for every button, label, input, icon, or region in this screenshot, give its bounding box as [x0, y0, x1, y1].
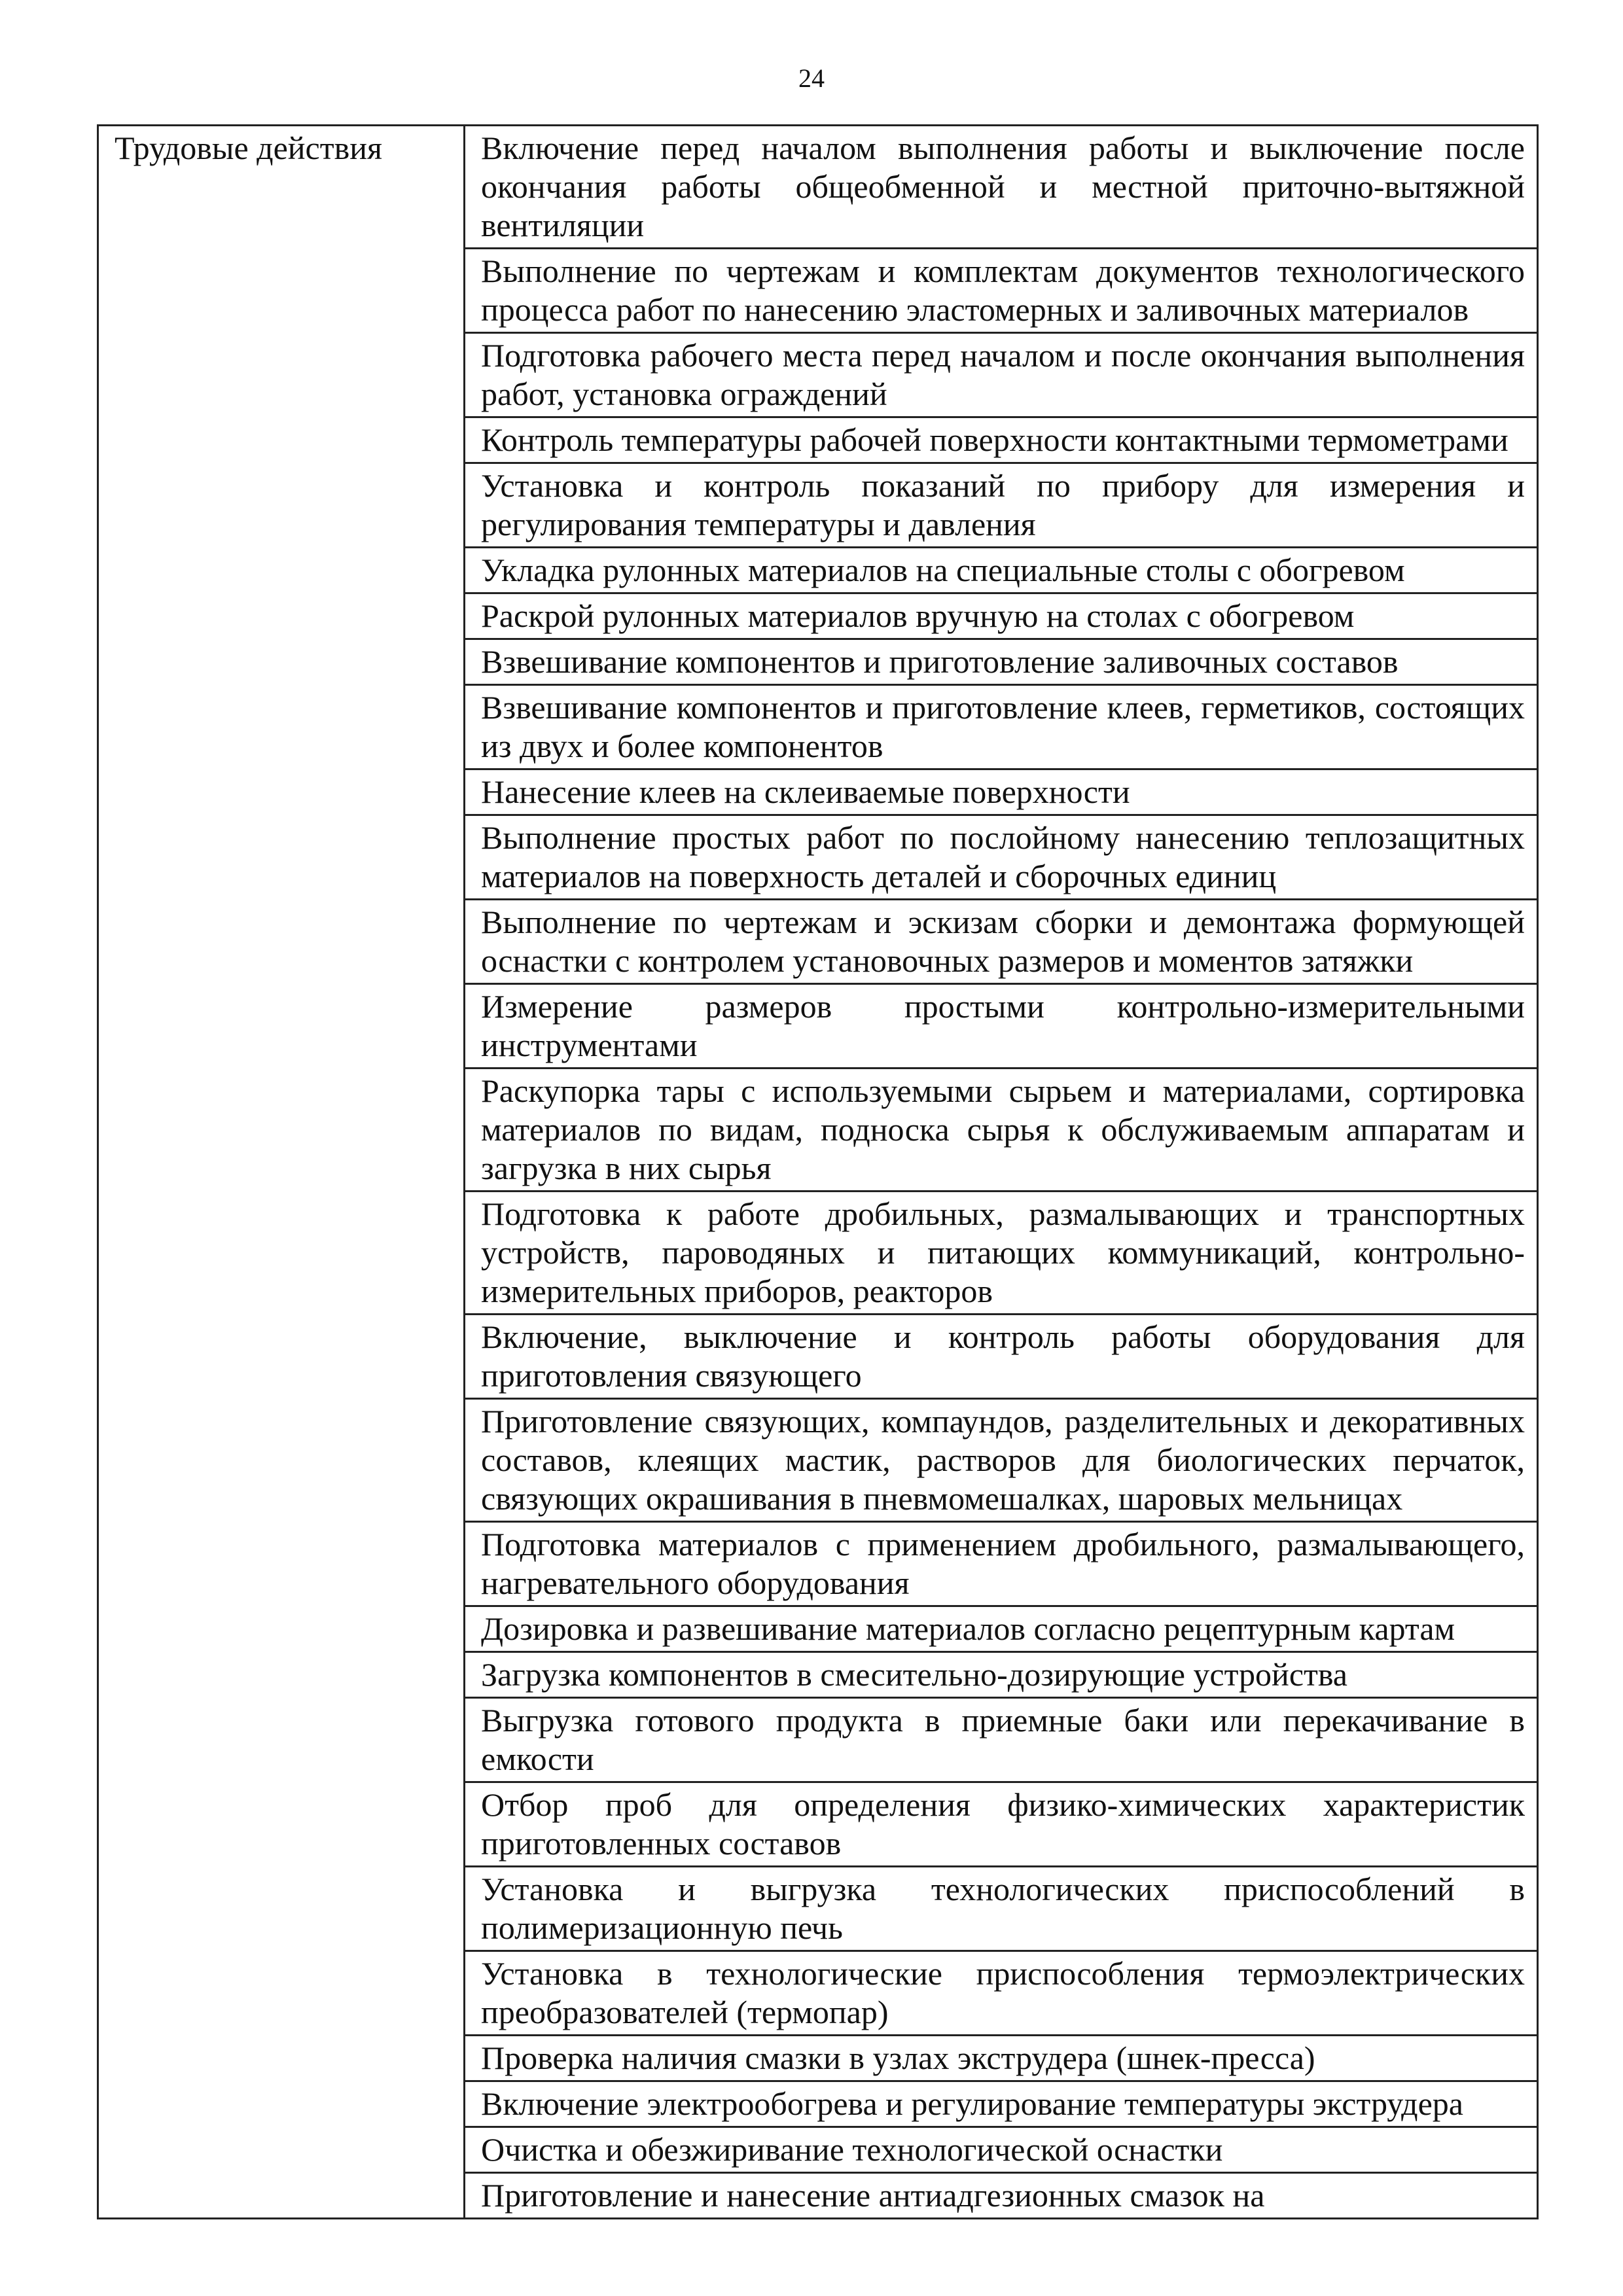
labor-action-cell: Подготовка материалов с применением дробильного, размалывающего, нагревательного оборудования	[465, 1522, 1538, 1606]
table-row	[98, 126, 1538, 249]
labor-action-cell: Раскрой рулонных материалов вручную на столах с обогревом	[465, 593, 1538, 639]
labor-action-cell: Проверка наличия смазки в узлах экструдера (шнек-пресса)	[465, 2036, 1538, 2081]
labor-action-cell: Приготовление связующих, компаундов, разделительных и декоративных составов, клеящих мастик, растворов для биологических перчаток, связующих окрашивания в пневмомешалках, шаровых мельницах	[465, 1399, 1538, 1522]
labor-action-cell: Подготовка рабочего места перед началом и после окончания выполнения работ, установка ограждений	[465, 333, 1538, 417]
labor-actions-table	[97, 124, 1539, 2219]
labor-action-cell: Приготовление и нанесение антиадгезионных смазок на	[465, 2173, 1538, 2219]
labor-action-cell: Установка в технологические приспособления термоэлектрических преобразователей (термопар)	[465, 1951, 1538, 2036]
labor-action-cell: Отбор проб для определения физико-химических характеристик приготовленных составов	[465, 1782, 1538, 1867]
labor-action-cell: Очистка и обезжиривание технологической оснастки	[465, 2127, 1538, 2173]
labor-action-cell: Подготовка к работе дробильных, размалывающих и транспортных устройств, пароводяных и питающих коммуникаций, контрольно-измерительных приборов, реакторов	[465, 1192, 1538, 1315]
labor-action-cell: Измерение размеров простыми контрольно-измерительными инструментами	[465, 984, 1538, 1069]
table-body	[98, 126, 1538, 2219]
labor-action-cell: Раскупорка тары с используемыми сырьем и материалами, сортировка материалов по видам, подноска сырья к обслуживаемым аппаратам и загрузка в них сырья	[465, 1069, 1538, 1192]
labor-action-cell: Взвешивание компонентов и приготовление заливочных составов	[465, 639, 1538, 685]
labor-action-cell: Установка и выгрузка технологических приспособлений в полимеризационную печь	[465, 1867, 1538, 1951]
labor-action-cell: Установка и контроль показаний по прибору для измерения и регулирования температуры и давления	[465, 463, 1538, 548]
page-number: 24	[798, 63, 825, 93]
labor-action-cell: Нанесение клеев на склеиваемые поверхности	[465, 769, 1538, 815]
labor-action-cell: Включение, выключение и контроль работы оборудования для приготовления связующего	[465, 1315, 1538, 1399]
labor-action-cell: Выполнение по чертежам и комплектам документов технологического процесса работ по нанесению эластомерных и заливочных материалов	[465, 249, 1538, 333]
labor-action-cell: Укладка рулонных материалов на специальные столы с обогревом	[465, 548, 1538, 593]
section-label-cell: Трудовые действия	[98, 126, 465, 2219]
labor-action-cell: Выполнение по чертежам и эскизам сборки и демонтажа формующей оснастки с контролем установочных размеров и моментов затяжки	[465, 900, 1538, 984]
labor-action-cell: Загрузка компонентов в смесительно-дозирующие устройства	[465, 1652, 1538, 1698]
labor-action-cell: Включение перед началом выполнения работы и выключение после окончания работы общеобменной и местной приточно-вытяжной вентиляции	[465, 126, 1538, 249]
labor-action-cell: Взвешивание компонентов и приготовление клеев, герметиков, состоящих из двух и более компонентов	[465, 685, 1538, 769]
labor-action-cell: Выгрузка готового продукта в приемные баки или перекачивание в емкости	[465, 1698, 1538, 1782]
labor-action-cell: Включение электрообогрева и регулирование температуры экструдера	[465, 2081, 1538, 2127]
labor-action-cell: Дозировка и развешивание материалов согласно рецептурным картам	[465, 1606, 1538, 1652]
labor-action-cell: Контроль температуры рабочей поверхности контактными термометрами	[465, 417, 1538, 463]
labor-action-cell: Выполнение простых работ по послойному нанесению теплозащитных материалов на поверхность деталей и сборочных единиц	[465, 815, 1538, 900]
